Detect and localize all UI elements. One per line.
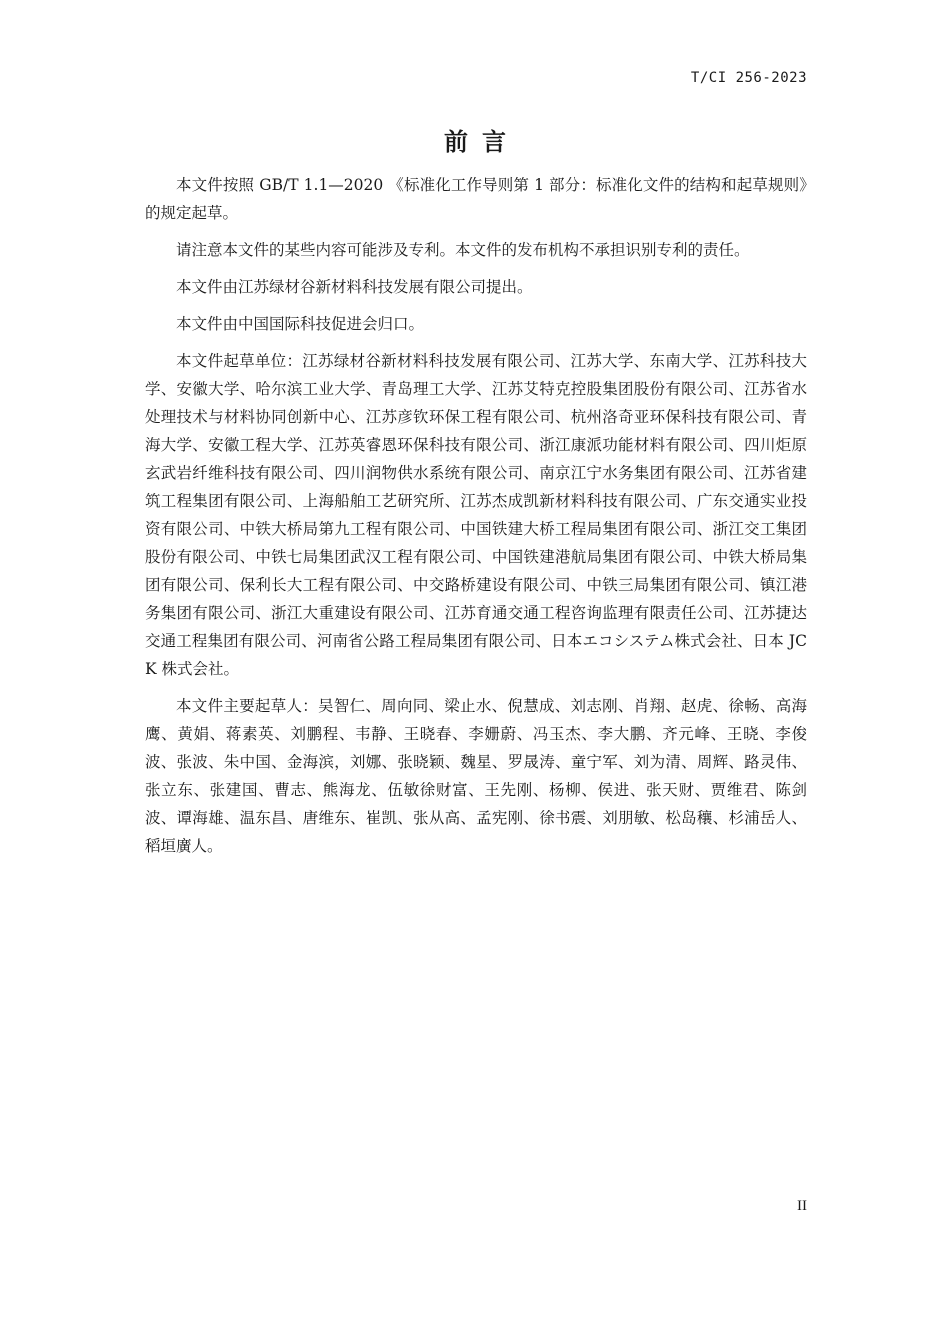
paragraph-administrator: 本文件由中国国际科技促进会归口。 bbox=[176, 315, 425, 333]
preface-body bbox=[145, 171, 807, 869]
paragraph-drafting-rules: 本文件按照 GB/T 1.1—2020 《标准化工作导则第 1 部分：标准化文件的结构和起草规则》的规定起草。 bbox=[145, 176, 807, 222]
paragraph-drafting-units: 本文件起草单位：江苏绿材谷新材料科技发展有限公司、江苏大学、东南大学、江苏科技大学、安徽大学、哈尔滨工业大学、青岛理工大学、江苏艾特克控股集团股份有限公司、江苏省水处理技术与材料协同创新中心、江苏彦钦环保工程有限公司、杭州洛奇亚环保科技有限公司、青海大学、安徽工程大学、江苏英睿恩环保科技有限公司、浙江康派功能材料有限公司、四川炬原玄武岩纤维科技有限公司、四川润物供水系统有限公司、南京江宁水务集团有限公司、江苏省建筑工程集团有限公司、上海船舶工艺研究所、江苏杰成凯新材料科技有限公司、广东交通实业投资有限公司、中铁大桥局第九工程有限公司、中国铁建大桥工程局集团有限公司、浙江交工集团股份有限公司、中铁七局集团武汉工程有限公司、中国铁建港航局集团有限公司、中铁大桥局集团有限公司、保利长大工程有限公司、中交路桥建设有限公司、中铁三局集团有限公司、镇江港务集团有限公司、浙江大重建设有限公司、江苏育通交通工程咨询监理有限责任公司、江苏捷达交通工程集团有限公司、河南省公路工程局集团有限公司、日本エコシステム株式会社、日本 JCK 株式会社。 bbox=[145, 352, 807, 678]
paragraph-drafters: 本文件主要起草人：吴智仁、周向同、梁止水、倪慧成、刘志刚、肖翔、赵虎、徐畅、高海鹰、黄娟、蒋素英、刘鹏程、韦静、王晓春、李姗蔚、冯玉杰、李大鹏、齐元峰、王晓、李俊波、张波、朱中国、金海滨，刘娜、张晓颖、魏星、罗晟涛、童宁军、刘为清、周辉、路灵伟、张立东、张建国、曹志、熊海龙、伍敏徐财富、王先刚、杨柳、侯进、张天财、贾维君、陈剑波、谭海雄、温东昌、唐维东、崔凯、张从高、孟宪刚、徐书震、刘朋敏、松岛穰、杉浦岳人、稻垣廣人。 bbox=[145, 697, 807, 855]
page-title: 前言 bbox=[444, 128, 520, 156]
paragraph-proposer: 本文件由江苏绿材谷新材料科技发展有限公司提出。 bbox=[176, 278, 533, 296]
paragraph-patent-notice: 请注意本文件的某些内容可能涉及专利。本文件的发布机构不承担识别专利的责任。 bbox=[176, 241, 750, 259]
page-number: II bbox=[797, 1198, 807, 1214]
document-code: T/CI 256-2023 bbox=[690, 70, 807, 86]
